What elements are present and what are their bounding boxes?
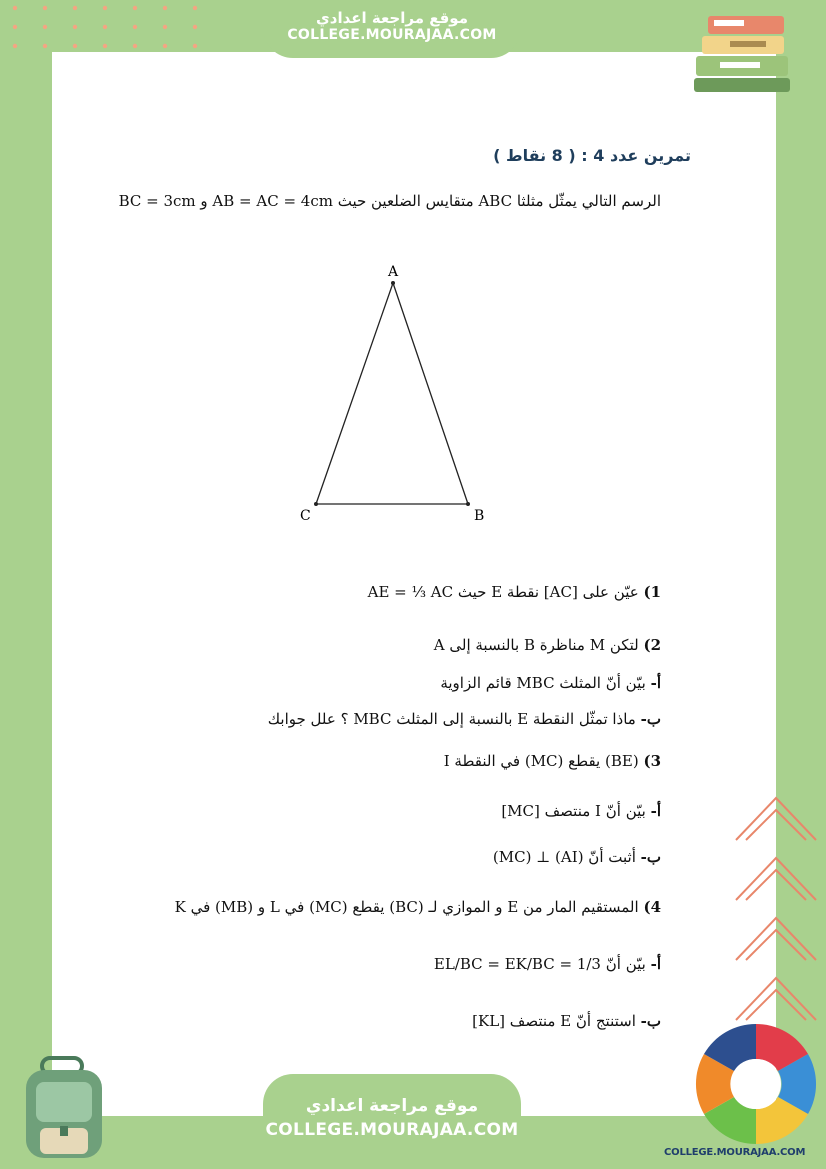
question-number: أ- xyxy=(650,955,661,973)
question-2a xyxy=(440,674,661,692)
question-number: ب- xyxy=(640,848,661,866)
logo-site-text[interactable]: COLLEGE.MOURAJAA.COM xyxy=(664,1147,806,1158)
banner-arabic: موقع مراجعة اعدادي xyxy=(316,9,468,27)
question-1 xyxy=(368,583,661,601)
question-number: ب- xyxy=(640,710,661,728)
banner-arabic: موقع مراجعة اعدادي xyxy=(305,1096,479,1116)
question-text: عيّن على [AC] نقطة E حيث AE = ⅓ AC xyxy=(367,583,639,601)
question-text: (BE) يقطع (MC) في النقطة I xyxy=(443,752,639,770)
question-4b xyxy=(472,1012,661,1030)
vertex-a-label: A xyxy=(388,264,399,280)
exercise-title: تمرين عدد 4 : ( 8 نقاط ) xyxy=(493,146,691,165)
backpack-icon xyxy=(12,1052,122,1162)
question-text: ماذا تمثّل النقطة E بالنسبة إلى المثلث MBC ؟ علل جوابك xyxy=(267,710,636,728)
decorative-dots xyxy=(0,0,210,55)
question-4a xyxy=(434,955,661,973)
question-3 xyxy=(444,752,661,770)
question-text: المستقيم المار من E و الموازي لـ (BC) يقطع (MC) في L و (MB) في K xyxy=(174,898,639,916)
question-text: بيّن أنّ I منتصف [MC] xyxy=(501,802,646,820)
banner-url: COLLEGE.MOURAJAA.COM xyxy=(265,1120,519,1140)
question-number: 3) xyxy=(643,752,661,770)
banner-url: COLLEGE.MOURAJAA.COM xyxy=(287,27,497,43)
question-text: بيّن أنّ EL/BC = EK/BC = 1/3 xyxy=(433,955,646,973)
intro-statement: الرسم التالي يمثّل مثلثا ABC متقايس الضلعين حيث AB = AC = 4cm و BC = 3cm xyxy=(118,192,661,210)
question-number: أ- xyxy=(650,674,661,692)
question-4 xyxy=(175,898,661,916)
vertex-b-label: B xyxy=(474,508,485,524)
question-text: استنتج أنّ E منتصف [KL] xyxy=(472,1012,636,1030)
intro-text xyxy=(119,192,661,210)
question-3b xyxy=(493,848,661,866)
question-2b xyxy=(268,710,661,728)
question-number: أ- xyxy=(650,802,661,820)
site-logo-icon xyxy=(694,1022,818,1146)
question-3a xyxy=(501,802,661,820)
question-number: ب- xyxy=(640,1012,661,1030)
question-number: 4) xyxy=(643,898,661,916)
books-icon xyxy=(690,8,800,98)
question-text: أثبت أنّ (AI) ⊥ (MC) xyxy=(492,848,636,866)
question-number: 2) xyxy=(643,636,661,654)
triangle-figure xyxy=(290,258,510,528)
question-text: بيّن أنّ المثلث MBC قائم الزاوية xyxy=(440,674,646,692)
chevron-up-icon xyxy=(732,792,822,1052)
footer-banner[interactable] xyxy=(263,1074,521,1169)
header-banner[interactable] xyxy=(263,0,521,58)
question-number: 1) xyxy=(643,583,661,601)
vertex-c-label: C xyxy=(300,508,311,524)
question-2 xyxy=(434,636,661,654)
question-text: لتكن M مناظرة B بالنسبة إلى A xyxy=(433,636,639,654)
